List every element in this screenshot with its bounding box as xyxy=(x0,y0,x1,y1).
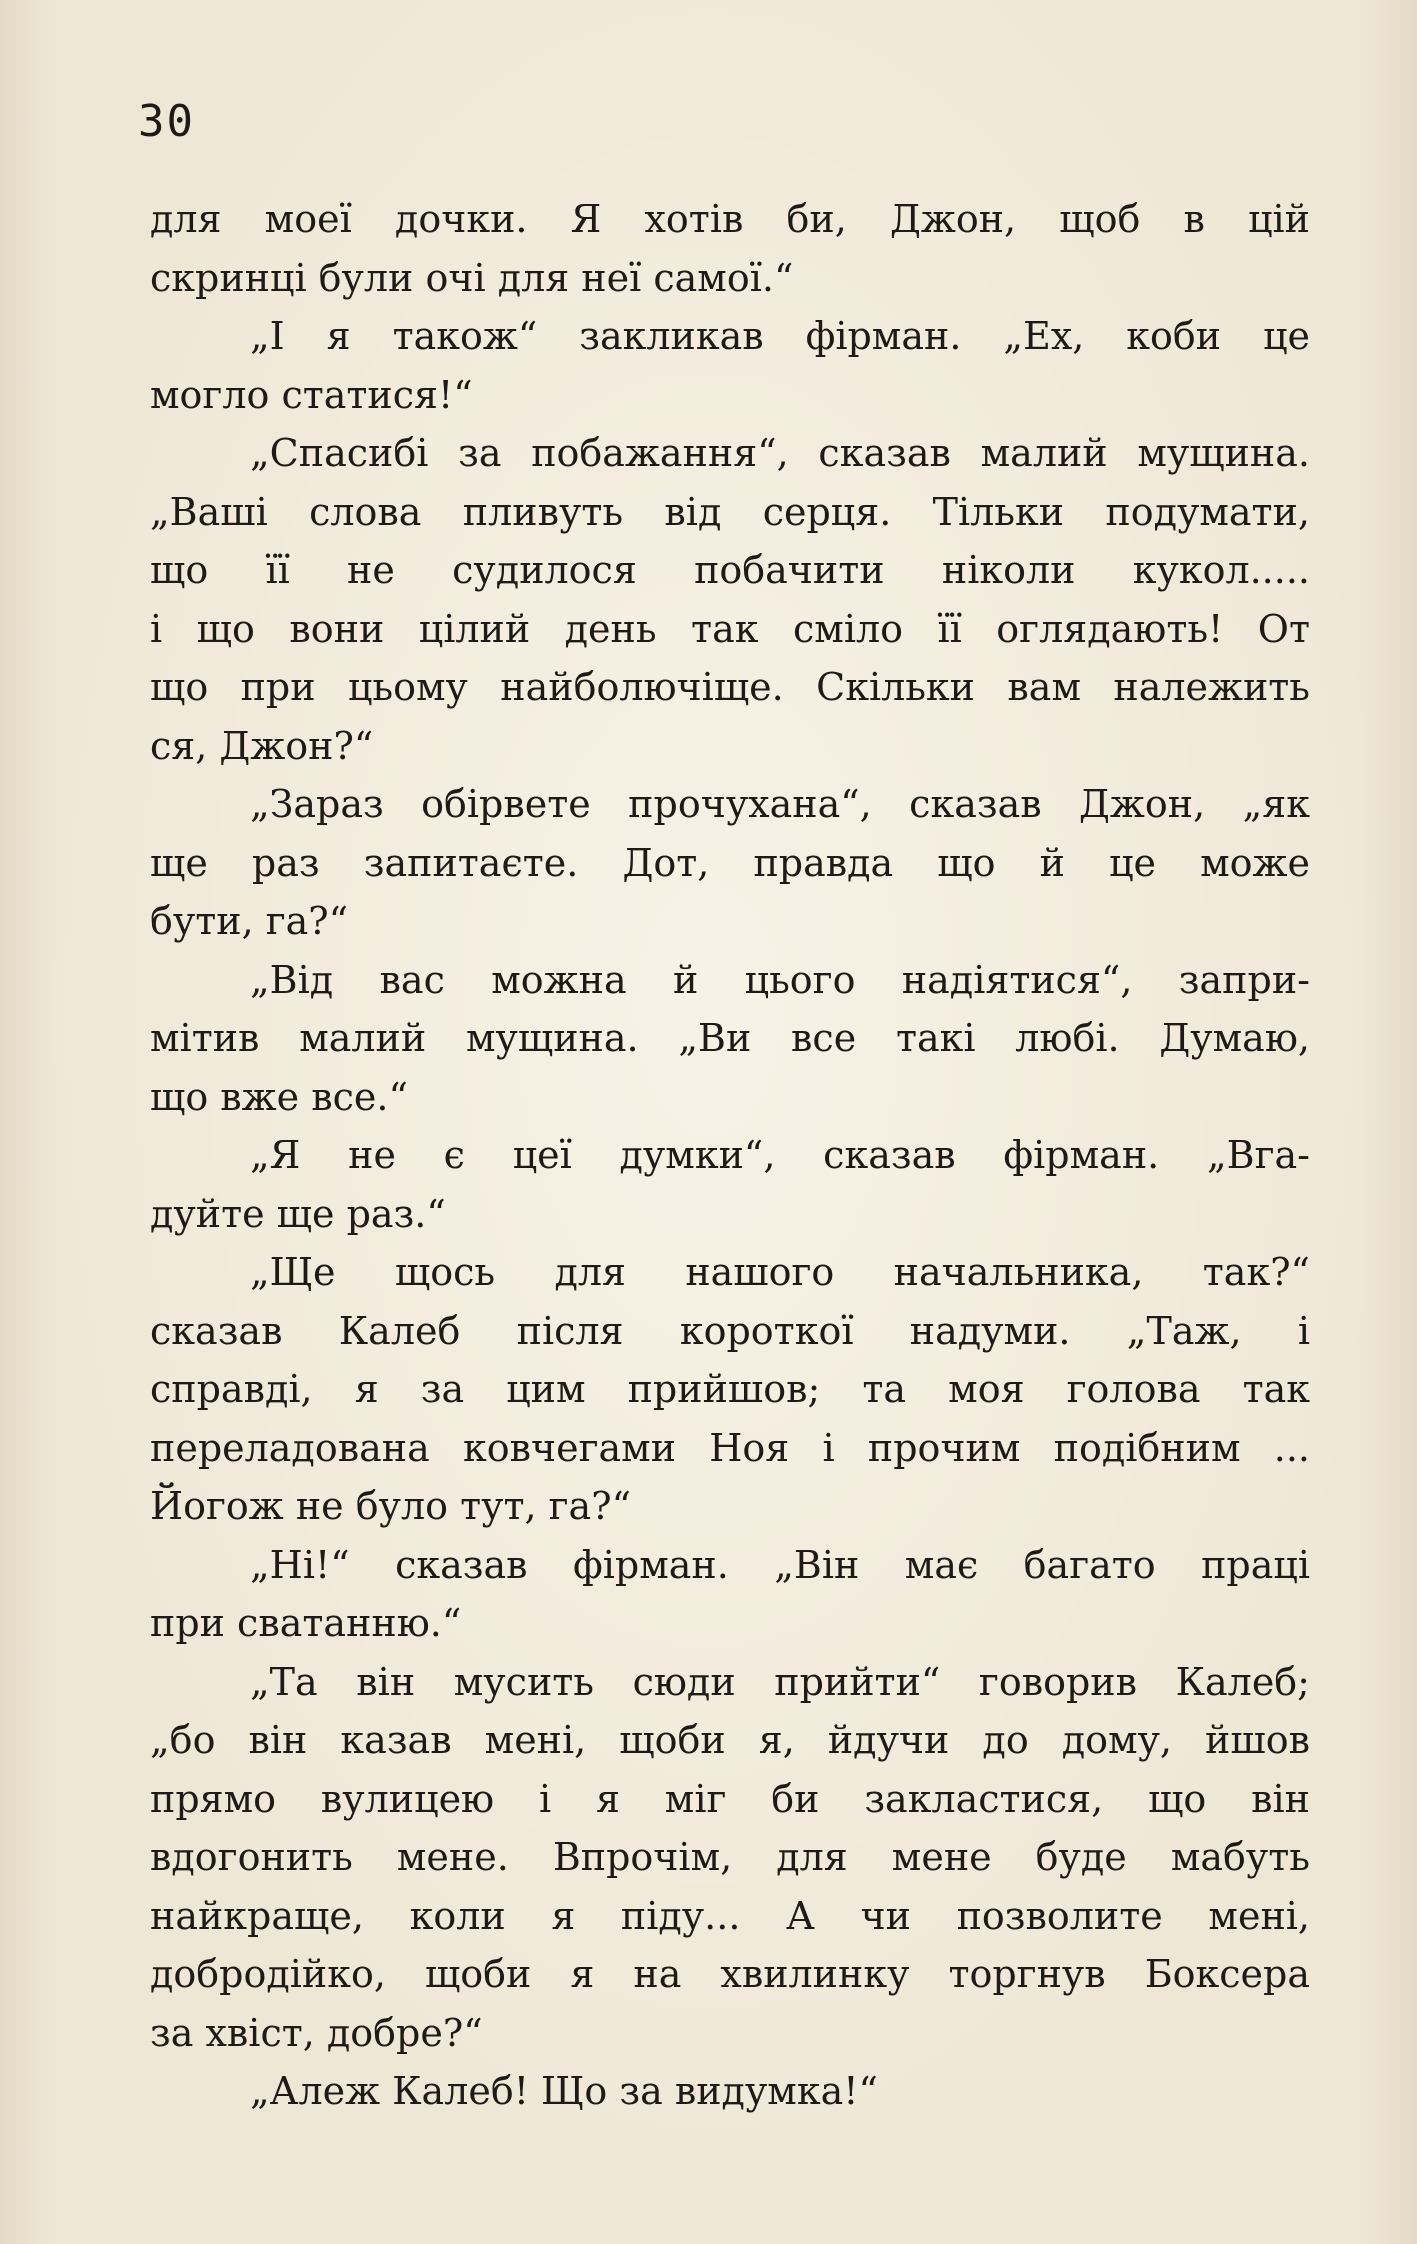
text-line: при сватанню.“ xyxy=(150,1601,462,1645)
text-line: „бо він казав мені, щоби я, йдучи до дому, йшов xyxy=(150,1718,1310,1762)
page-text xyxy=(150,190,1310,2121)
text-line: вдогонить мене. Впрочім, для мене буде мабуть xyxy=(150,1835,1310,1879)
text-line: „Ваші слова пливуть від серця. Тільки подумати, xyxy=(150,489,1310,534)
text-line: бути, га?“ xyxy=(150,899,349,943)
text-line: добродійко, щоби я на хвилинку торгнув Боксера xyxy=(150,1952,1310,1996)
text-line: „Алеж Калеб! Що за видумка!“ xyxy=(250,2069,878,2113)
text-line: „Від вас можна й цього надіятися“, запри- xyxy=(250,957,1310,1002)
text-line: могло статися!“ xyxy=(150,372,473,417)
text-line: що при цьому найболючіще. Скільки вам належить xyxy=(150,665,1310,709)
text-line: „Та він мусить сюди прийти“ говорив Калеб; xyxy=(250,1659,1310,1704)
text-line: „Спасибі за побажання“, сказав малий мущина. xyxy=(250,431,1310,475)
page-number: 30 xyxy=(138,96,195,147)
text-line: прямо вулицею і я міг би закластися, що він xyxy=(150,1776,1310,1821)
text-line: що вже все.“ xyxy=(150,1074,408,1119)
text-line: „І я також“ закликав фірман. „Ех, коби це xyxy=(250,314,1310,358)
text-line: „Ні!“ сказав фірман. „Він має багато праці xyxy=(250,1542,1310,1587)
text-line: справді, я за цим прийшов; та моя голова так xyxy=(150,1367,1310,1411)
text-line: Йогож не було тут, га?“ xyxy=(150,1484,631,1528)
text-line: дуйте ще раз.“ xyxy=(150,1191,446,1236)
text-line: скринці були очі для неї самої.“ xyxy=(150,255,794,300)
text-line: мітив малий мущина. „Ви все такі любі. Думаю, xyxy=(150,1016,1310,1060)
text-line: для моеї дочки. Я хотів би, Джон, щоб в цій xyxy=(150,197,1310,241)
text-line: ся, Джон?“ xyxy=(150,723,374,768)
text-line: найкраще, коли я піду... А чи позволите мені, xyxy=(150,1893,1310,1938)
text-line: „Ще щось для нашого начальника, так?“ xyxy=(250,1250,1310,1294)
text-line: „Зараз обірвете прочухана“, сказав Джон, „як xyxy=(250,782,1310,826)
text-line: що її не судилося побачити ніколи кукол..... xyxy=(150,548,1310,592)
text-line: „Я не є цеї думки“, сказав фірман. „Вга- xyxy=(250,1133,1310,1177)
text-line: за хвіст, добре?“ xyxy=(150,2010,483,2055)
text-line: переладована ковчегами Ноя і прочим подібним ... xyxy=(150,1425,1310,1470)
text-line: ще раз запитаєте. Дот, правда що й це може xyxy=(150,840,1310,885)
text-line: і що вони цілий день так сміло її оглядають! От xyxy=(150,606,1310,651)
text-line: сказав Калеб після короткої надуми. „Таж, і xyxy=(150,1308,1310,1353)
